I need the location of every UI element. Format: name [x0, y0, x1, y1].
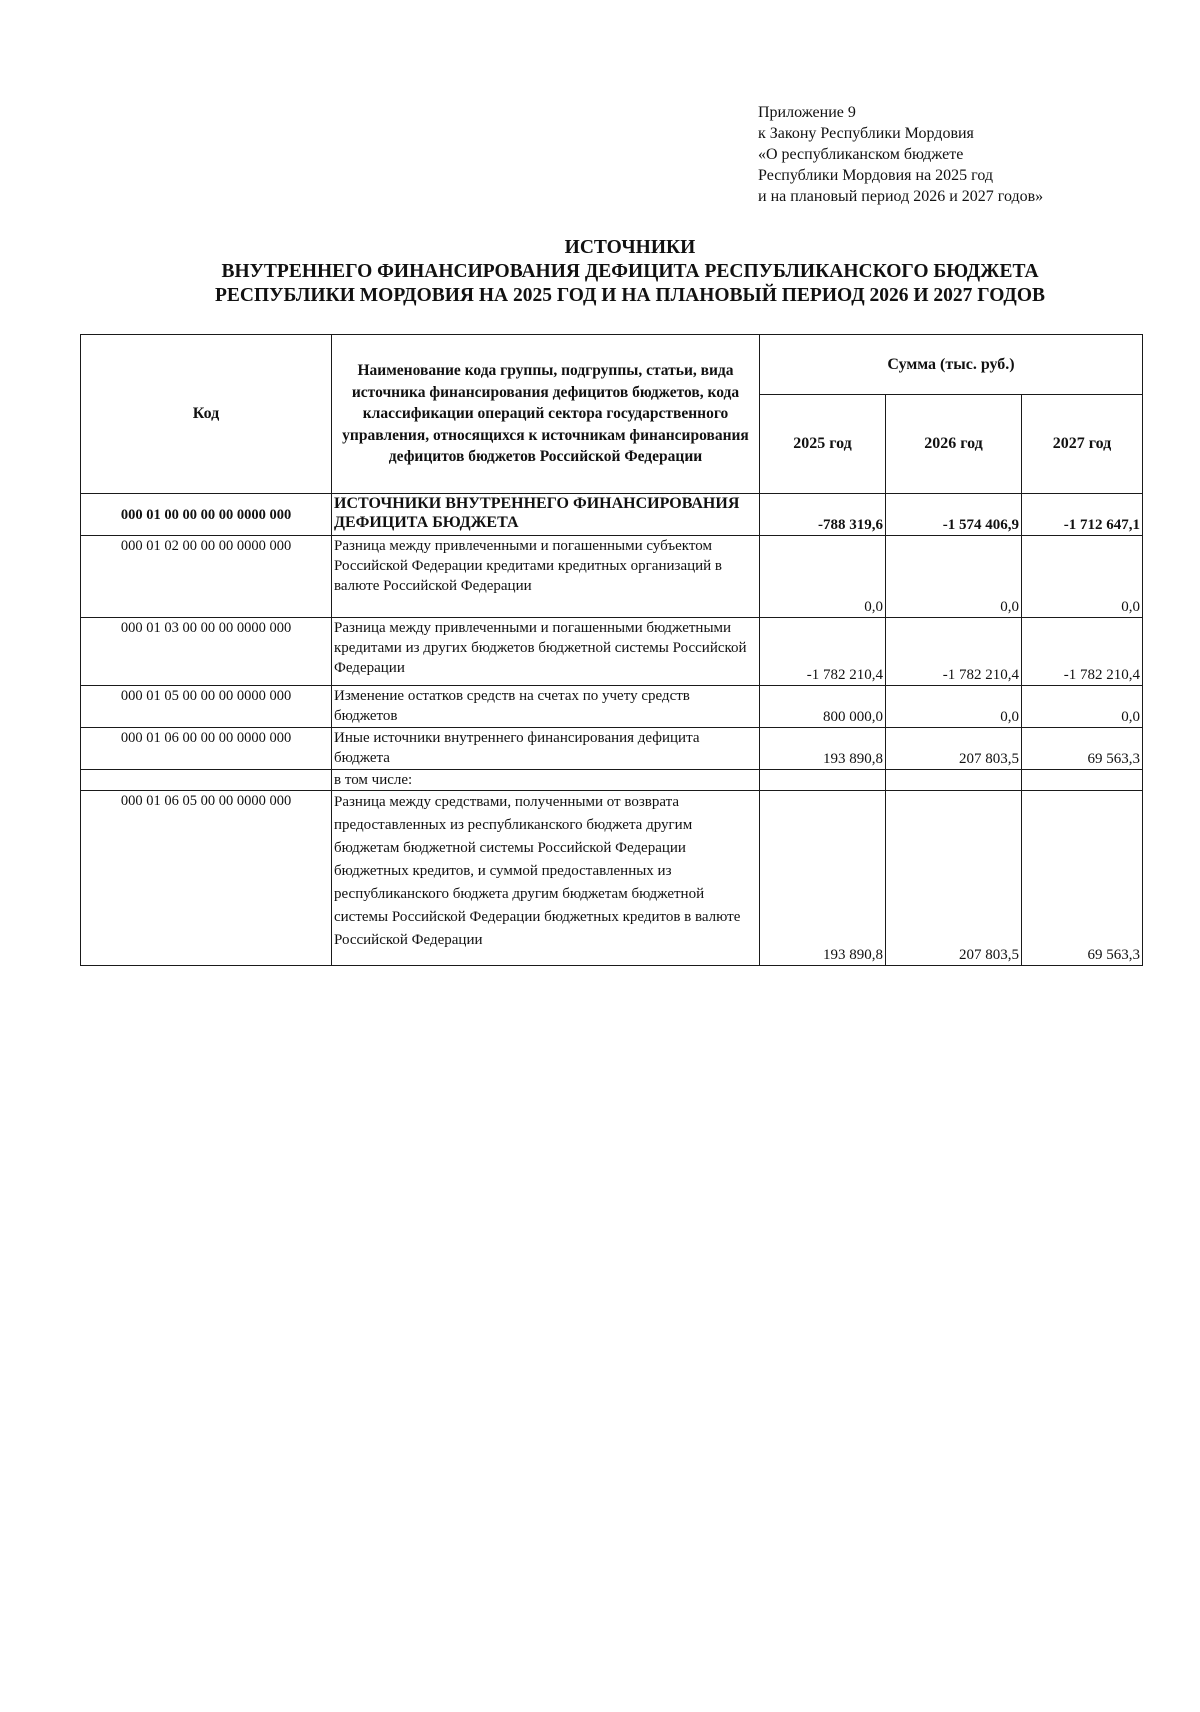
- column-header-sum: Сумма (тыс. руб.): [760, 335, 1143, 395]
- table-row: [81, 618, 1143, 686]
- row-value-2025: -788 319,6: [760, 494, 886, 536]
- row-value-2027: -1 782 210,4: [1022, 618, 1143, 686]
- table-row: [81, 494, 1143, 536]
- column-header-2026: 2026 год: [886, 395, 1022, 494]
- row-name: Разница между привлеченными и погашенными бюджетными кредитами из других бюджетов бюджетной системы Российской Федерации: [332, 618, 760, 686]
- title-line: РЕСПУБЛИКИ МОРДОВИЯ НА 2025 ГОД И НА ПЛАНОВЫЙ ПЕРИОД 2026 И 2027 ГОДОВ: [214, 285, 1045, 306]
- row-code: 000 01 06 00 00 00 0000 000: [81, 728, 332, 770]
- row-name: Разница между средствами, полученными от возврата предоставленных из республиканского бюджета другим бюджетам бюджетной системы Российской Федерации бюджетных кредитов, и суммой предоставленных из республиканского бюджета другим бюджетам бюджетной системы Российской Федерации бюджетных кредитов в валюте Российской Федерации: [332, 791, 760, 966]
- column-header-name: Наименование кода группы, подгруппы, статьи, вида источника финансирования дефицитов бюджетов, кода классификации операций сектора государственного управления, относящихся к источникам финансирования дефицитов бюджетов Российской Федерации: [332, 335, 760, 494]
- sources-table: [80, 334, 1143, 966]
- row-value-2026: 0,0: [886, 536, 1022, 618]
- column-header-code: Код: [81, 335, 332, 494]
- appendix-header: [758, 102, 1118, 207]
- row-value-2025: 800 000,0: [760, 686, 886, 728]
- row-value-2027: 0,0: [1022, 686, 1143, 728]
- appendix-line: и на плановый период 2026 и 2027 годов»: [758, 188, 1044, 205]
- row-value-2025: [760, 770, 886, 791]
- row-code: [81, 770, 332, 791]
- row-value-2025: 0,0: [760, 536, 886, 618]
- row-code: 000 01 00 00 00 00 0000 000: [81, 494, 332, 536]
- title-line: ИСТОЧНИКИ: [564, 237, 696, 258]
- row-code: 000 01 06 05 00 00 0000 000: [81, 791, 332, 966]
- appendix-line: «О республиканском бюджете: [758, 146, 964, 163]
- column-header-2027: 2027 год: [1022, 395, 1143, 494]
- title-line: ВНУТРЕННЕГО ФИНАНСИРОВАНИЯ ДЕФИЦИТА РЕСПУБЛИКАНСКОГО БЮДЖЕТА: [221, 261, 1039, 282]
- row-code: 000 01 02 00 00 00 0000 000: [81, 536, 332, 618]
- row-name: Разница между привлеченными и погашенными субъектом Российской Федерации кредитами кредитных организаций в валюте Российской Федерации: [332, 536, 760, 618]
- row-value-2026: 0,0: [886, 686, 1022, 728]
- row-name: Изменение остатков средств на счетах по учету средств бюджетов: [332, 686, 760, 728]
- row-value-2025: 193 890,8: [760, 791, 886, 966]
- row-name: в том числе:: [332, 770, 760, 791]
- table-row: [81, 791, 1143, 966]
- row-value-2026: 207 803,5: [886, 728, 1022, 770]
- row-value-2027: 0,0: [1022, 536, 1143, 618]
- row-value-2025: -1 782 210,4: [760, 618, 886, 686]
- row-name: ИСТОЧНИКИ ВНУТРЕННЕГО ФИНАНСИРОВАНИЯ ДЕФИЦИТА БЮДЖЕТА: [332, 494, 760, 536]
- row-code: 000 01 03 00 00 00 0000 000: [81, 618, 332, 686]
- row-name: Иные источники внутреннего финансирования дефицита бюджета: [332, 728, 760, 770]
- table-row: [81, 728, 1143, 770]
- table-header-row: [81, 335, 1143, 395]
- row-value-2027: [1022, 770, 1143, 791]
- row-value-2027: -1 712 647,1: [1022, 494, 1143, 536]
- row-value-2026: 207 803,5: [886, 791, 1022, 966]
- row-value-2026: [886, 770, 1022, 791]
- row-value-2026: -1 782 210,4: [886, 618, 1022, 686]
- table-row: [81, 536, 1143, 618]
- appendix-line: Республики Мордовия на 2025 год: [758, 167, 994, 184]
- document-title: [80, 236, 1180, 308]
- appendix-line: Приложение 9: [758, 104, 856, 121]
- row-value-2025: 193 890,8: [760, 728, 886, 770]
- row-code: 000 01 05 00 00 00 0000 000: [81, 686, 332, 728]
- table-row: [81, 770, 1143, 791]
- row-value-2026: -1 574 406,9: [886, 494, 1022, 536]
- appendix-line: к Закону Республики Мордовия: [758, 125, 974, 142]
- row-value-2027: 69 563,3: [1022, 791, 1143, 966]
- table-row: [81, 686, 1143, 728]
- row-value-2027: 69 563,3: [1022, 728, 1143, 770]
- column-header-2025: 2025 год: [760, 395, 886, 494]
